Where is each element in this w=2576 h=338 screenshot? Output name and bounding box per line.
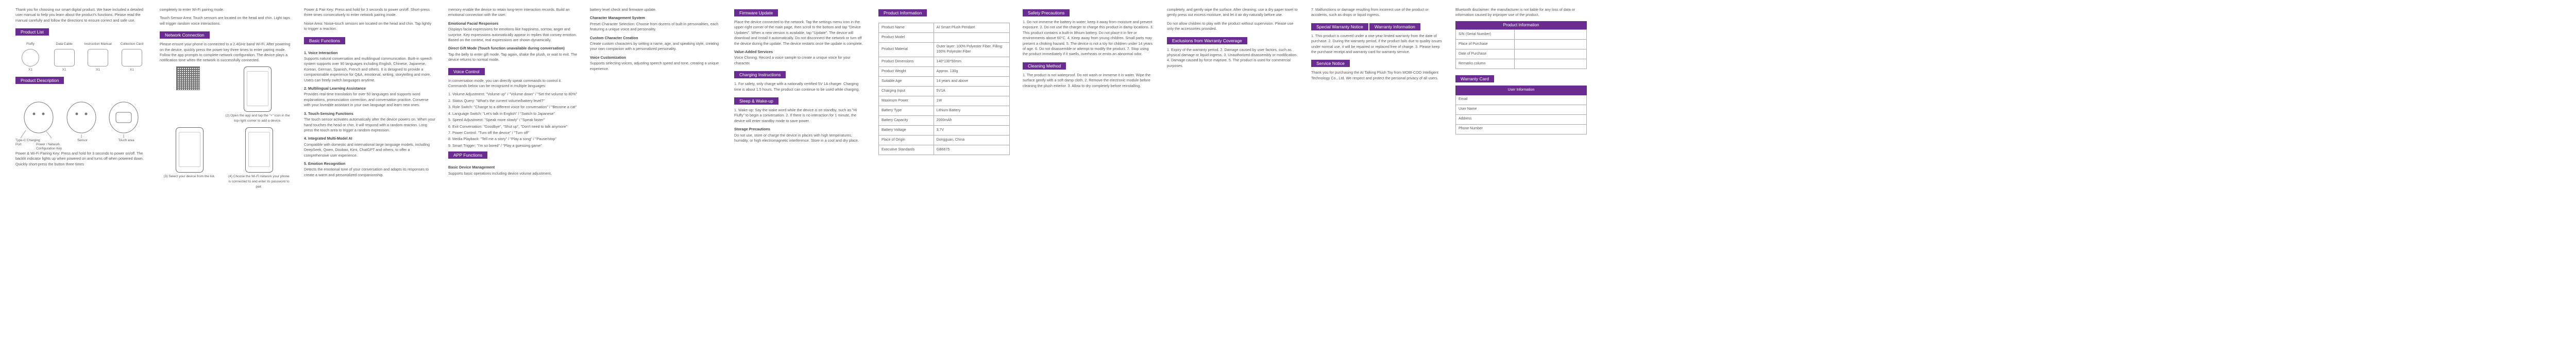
basic-functions-header: Basic Functions <box>304 37 345 44</box>
user-info-table <box>1455 86 1587 134</box>
table-key: Battery Voltage <box>879 125 934 135</box>
body-text: Displays facial expressions for emotions like happiness, sorrow, anger and surprise. Key expressions automatically appear in replies that convey emotion. Based on the context, real expressions are shown dynamically. <box>448 27 577 43</box>
subsection-title: Storage Precautions <box>734 127 770 132</box>
table-row <box>879 115 1010 125</box>
body-text: 1. Expiry of the warranty period. 2. Damage caused by user factors, such as physical damage or liquid ingress. 3. Unauthorized disassembly or modification. 4. Damage caused by force majeure. 5. The product is used for commercial purposes. <box>1167 47 1298 68</box>
subsection-title: Voice Customization <box>590 55 626 60</box>
body-text: Place the device connected to the network. Tap the settings menu icon in the upper-right corner of the main page, then scroll to the bottom and tap "Device Updates". When a new version is available, tap "Update". The device will download and install it automatically. Do not disconnect the network or turn off the device during the update. The device restarts once the update is complete. <box>734 20 863 46</box>
table-row <box>1456 30 1587 40</box>
subsection-title: Character Management System <box>590 15 646 21</box>
step-qr <box>160 66 216 124</box>
table-row <box>1456 105 1587 114</box>
table-value: 14 years and above <box>934 76 1009 86</box>
table-value <box>934 33 1009 43</box>
table-key: Place of Purchase <box>1456 40 1515 49</box>
table-row <box>879 33 1010 43</box>
table-value-field[interactable] <box>1515 49 1587 59</box>
table-value: Outer layer: 100% Polyester Fiber. Filling: 100% Polyester Fiber <box>934 43 1009 57</box>
list-item: 3. Role Switch: "Change to a different voice for conversation" / "Become a cat" <box>448 105 577 110</box>
subsection-title: Basic Device Management <box>448 165 495 170</box>
table-row <box>879 43 1010 57</box>
manual-icon <box>88 49 108 66</box>
body-text: In conversation mode, you can directly speak commands to control it. Commands below can be recognized in multiple languages: <box>448 78 562 89</box>
table-row <box>879 106 1010 115</box>
phone-icon <box>244 66 272 112</box>
table-key: Product Weight <box>879 66 934 76</box>
list-item: Fluffy X1 <box>15 42 45 73</box>
card-icon <box>122 49 142 66</box>
app-functions-header: APP Functions <box>448 151 487 159</box>
subsection-title: Custom Character Creation <box>590 35 638 40</box>
safety-precautions-header: Safety Precautions <box>1023 9 1070 16</box>
table-key: Product Material <box>879 43 934 57</box>
warranty-exclusions-header: Exclusions from Warranty Coverage <box>1167 37 1247 44</box>
list-item: 4. Language Switch: "Let's talk in English" / "Switch to Japanese" <box>448 111 555 116</box>
table-row <box>879 86 1010 96</box>
list-item: 2. Status Query: "What's the current volume/battery level?" <box>448 98 545 103</box>
subsection-title: Emotional Facial Responses <box>448 21 499 26</box>
subsection-title: Direct Gift Mode (Touch function unavailable during conversation) <box>448 46 565 51</box>
table-value: Approx. 130g <box>934 66 1009 76</box>
product-list <box>15 42 147 73</box>
charging-instructions-header: Charging Instructions <box>734 71 786 78</box>
step-2: (2) Open the app and tap the "+" icon in the top-right corner to add a device. <box>224 66 291 124</box>
table-key: Battery Capacity <box>879 115 934 125</box>
table-value: 3.7V <box>934 125 1009 135</box>
table-row <box>879 96 1010 106</box>
column-3 <box>304 7 435 181</box>
table-value: 140*130*50mm <box>934 57 1009 66</box>
table-value: 2000mAh <box>934 115 1009 125</box>
body-text: Tap the belly to enter gift mode. Tap again, shake the plush, or wait to exit. The device returns to normal mode. <box>448 52 578 62</box>
cable-icon <box>54 49 75 66</box>
body-text: Touch Sensor Area: Touch sensors are located on the head and chin. Light taps will trigger random voice interactions. <box>160 15 290 26</box>
function-title: 4. Integrated Multi-Model AI <box>304 136 352 141</box>
body-text: Bluetooth disclaimer: the manufacturer is not liable for any loss of data or information caused by improper use of the product. <box>1455 7 1575 18</box>
table-key: Product Dimensions <box>879 57 934 66</box>
body-text: memory enable the device to retain long-term interaction records. Build an emotional connection with the user. <box>448 7 570 18</box>
table-value-field[interactable] <box>1515 40 1587 49</box>
table-value-field[interactable] <box>1515 30 1587 40</box>
body-text: Provides real-time translation for over 50 languages and supports word explanations, pronunciation correction, and conversation practice. Converse with your loveable assistant in your own language and learn new ones. <box>304 92 429 108</box>
product-list-header: Product List <box>15 28 49 36</box>
list-item: 9. Smart Trigger: "I'm so bored" / "Play a guessing game" <box>448 143 542 148</box>
table-row <box>879 66 1010 76</box>
table-key: Product Model <box>879 33 934 43</box>
body-text: Supports selecting voices, adjusting speech speed and tone, creating a unique experience. <box>590 61 719 71</box>
body-text: 1. Do not immerse the battery in water; keep it away from moisture and prevent exposure. 2. Do not use the charger to charge this product in damp locations. 3. This product contains a built-in lithium battery. Do not place it in fire or environments above 60°C. 4. Keep away from young children. Small parts may present a choking hazard. 5. The device is not a toy for children under 14 years of age. 6. Do not disassemble or attempt to modify the product. 7. Stop using the product immediately if it swells, overheats or emits an abnormal odor. <box>1023 20 1154 57</box>
column-9 <box>1167 7 1298 72</box>
table-key: Address <box>1456 114 1587 124</box>
sleep-wake-header: Sleep & Wake-up <box>734 97 778 105</box>
service-notice-header: Service Notice <box>1311 60 1350 67</box>
table-row <box>1456 114 1587 124</box>
body-text: completely to enter Wi-Fi pairing mode. <box>160 7 225 12</box>
table-row <box>879 125 1010 135</box>
table-key: User Name <box>1456 105 1587 114</box>
table-row <box>879 135 1010 145</box>
app-steps-2 <box>160 127 291 190</box>
sensor-label: Sensor <box>77 139 88 143</box>
body-text: Preset Character Selection: Choose from dozens of built-in personalities, each featuring a unique voice and personality. <box>590 21 719 32</box>
table-value: AI Smart Plush Pendant <box>934 23 1009 33</box>
step-4: (4) Choose the Wi-Fi network your phone is connected to and enter its password to pair. <box>227 127 291 190</box>
body-text: completely, and gently wipe the surface. After cleaning, use a dry paper towel to gently press out excess moisture, and let it air dry naturally before use. <box>1167 7 1298 18</box>
power-key-text: Power & Wi-Fi Pairing Key: Press and hold for 3 seconds to power on/off. The backlit indicator lights up when powered on and turns off when powered down. Quickly short-press the button three times <box>15 151 144 166</box>
list-item: Data Cable X1 <box>49 42 79 73</box>
body-text: Detects the emotional tone of your conversation and adapts its responses to create a warm and personalized companionship. <box>304 167 429 177</box>
column-6 <box>734 7 866 147</box>
table-row <box>1456 59 1587 69</box>
special-warranty-header: Special Warranty Notice <box>1311 23 1368 30</box>
touch-area-label: Touch area <box>118 139 134 143</box>
table-key: Charging Input <box>879 86 934 96</box>
column-4 <box>448 7 580 179</box>
power-key-label: Power / Network Configuration Key <box>36 143 62 151</box>
body-text: 1. The product is not waterproof. Do not wash or immerse it in water. Wipe the surface gently with a soft damp cloth. 2. Remove the electronic module before cleaning the plush exterior. 3. Allow to dry completely before reinstalling. <box>1023 72 1150 88</box>
table-key: Maximum Power <box>879 96 934 106</box>
warranty-information-header: Warranty Information <box>1369 23 1420 30</box>
cleaning-method-header: Cleaning Method <box>1023 62 1066 70</box>
intro-text: Thank you for choosing our smart digital product. We have included a detailed user manual to help you learn about the product's functions. Please read the manual carefully and follow the directions to ensure correct and safe use. <box>15 7 143 23</box>
table-key: S/N (Serial Number) <box>1456 30 1515 40</box>
table-key: Suitable Age <box>879 76 934 86</box>
list-item: 6. Exit Conversation: "Goodbye", "Shut up", "Don't need to talk anymore" <box>448 124 568 129</box>
column-8 <box>1023 7 1154 92</box>
function-title: 5. Emotion Recognition <box>304 161 346 166</box>
function-title: 2. Multilingual Learning Assistance <box>304 86 366 91</box>
body-text: 1. Wake-up: Say the wake word while the device is on standby, such as "Hi Fluffy" to begin a conversation. 2. If there is no interaction for 1 minute, the device will enter standby mode to save power. <box>734 108 857 123</box>
body-text: Create custom characters by setting a name, age, and speaking style, creating your own companion with a personalized personality. <box>590 41 719 52</box>
product-information-header: Product Information <box>878 9 927 16</box>
table-row <box>879 57 1010 66</box>
table-key: Executive Standards <box>879 145 934 155</box>
column-10 <box>1311 7 1443 84</box>
table-row <box>879 23 1010 33</box>
table-key: Battery Type <box>879 106 934 115</box>
firmware-update-header: Firmware Update <box>734 9 778 16</box>
body-text: Supports natural conversation and multilingual communication. Built-in speech system supports over 90 languages including English, Chinese, Japanese, Korean, German, Spanish, French and others. It is designed to provide a companionable experience for Q&A, emotional, writing, storytelling and more. Users can freely switch languages anytime. <box>304 56 432 82</box>
table-value-field[interactable] <box>1515 59 1587 69</box>
phone-icon <box>176 127 204 173</box>
body-text: The touch sensor activates automatically after the device powers on. When your hand touches the head or chin, it will respond with a random reaction. Long press the touch area to trigger a random expression. <box>304 117 435 132</box>
list-item: 1. Volume Adjustment: "Volume up" / "Volume down" / "Set the volume to 80%" <box>448 92 578 97</box>
table-row <box>879 145 1010 155</box>
body-text: Voice Cloning: Record a voice sample to create a unique voice for your character. <box>734 55 851 65</box>
table-key: Remarks column <box>1456 59 1515 69</box>
list-item: 7. Power Control: "Turn off the device" / "Turn off" <box>448 130 530 135</box>
list-item: Collection Card X1 <box>120 42 144 72</box>
qr-code-icon <box>176 66 200 90</box>
plush-toy-icon <box>22 49 39 66</box>
table-value: 5V1A <box>934 86 1009 96</box>
column-7 <box>878 7 1010 155</box>
table-key: Date of Purchase <box>1456 49 1515 59</box>
function-title: 1. Voice Interaction <box>304 50 338 55</box>
table-key: Place of Origin <box>879 135 934 145</box>
table-value: Dongguan, China <box>934 135 1009 145</box>
warranty-card-header: Warranty Card <box>1455 75 1494 82</box>
body-text: Noise Area: Noise-touch sensors are located on the head and chin. Tap lightly to trigger a reaction. <box>304 21 432 31</box>
table-row <box>1456 124 1587 134</box>
serial-info-table <box>1455 29 1587 69</box>
voice-control-header: Voice Control <box>448 68 485 75</box>
table-key: Phone Number <box>1456 124 1587 134</box>
step-3: (3) Select your device from the list. <box>160 127 219 190</box>
function-title: 3. Touch-Sensing Functions <box>304 111 353 116</box>
user-info-header: User Information <box>1456 86 1587 95</box>
table-value: GB6675 <box>934 145 1009 155</box>
product-info-table <box>878 23 1010 155</box>
product-diagram <box>15 89 147 151</box>
table-value: 1W <box>934 96 1009 106</box>
list-item: 5. Speed Adjustment: "Speak more slowly" / "Speak faster" <box>448 117 545 123</box>
body-text: Please ensure your phone is connected to a 2.4GHz band Wi-Fi. After powering on the device, quickly press the power key three times to enter pairing mode. Follow the app prompts to complete network configuration. The device plays a notification tone when the network is successfully connected. <box>160 42 291 63</box>
column-5 <box>590 7 721 75</box>
product-description-header: Product Description <box>15 77 64 84</box>
table-value: Lithium Battery <box>934 106 1009 115</box>
body-text: Supports basic operations including device volume adjustment, <box>448 171 552 176</box>
product-information-title: Product Information <box>1455 21 1587 29</box>
table-key: Product Name <box>879 23 934 33</box>
app-steps <box>160 66 291 124</box>
body-text: 1. This product is covered under a one-year limited warranty from the date of purchase. 2. During the warranty period, if the product fails due to quality issues under normal use, it will be repaired or replaced free of charge. 3. Please keep the purchase receipt and warranty card for warranty service. <box>1311 33 1442 55</box>
column-1 <box>15 7 147 170</box>
list-item: 8. Media Playback: "Tell me a story" / "Play a song" / "Pause/stop" <box>448 137 556 142</box>
type-c-label: Type-C Charging Port <box>15 139 40 147</box>
table-row <box>879 76 1010 86</box>
column-11 <box>1455 7 1587 134</box>
column-2 <box>160 7 291 190</box>
body-text: Power & Pair Key: Press and hold for 3 seconds to power on/off. Short-press three times consecutively to enter network pairing mode. <box>304 7 430 18</box>
body-text: Thank you for purchasing the AI Talking Plush Toy from MOBI-COO Intelligent Technology Co., Ltd. We respect and protect the personal privacy of all users. <box>1311 70 1439 80</box>
list-item: Instruction Manual X1 <box>84 42 112 72</box>
body-text: 7. Malfunctions or damage resulting from incorrect use of the product or accidents, such as drops or liquid ingress. <box>1311 7 1429 18</box>
phone-icon <box>245 127 273 173</box>
body-text: Compatible with domestic and international large language models, including DeepSeek, Qwen, Doubao, Kimi, ChatGPT and others, to offer a comprehensive user experience. <box>304 142 430 158</box>
table-row <box>1456 49 1587 59</box>
network-connection-header: Network Connection <box>160 31 210 39</box>
body-text: battery level check and firmware update. <box>590 7 657 12</box>
table-row <box>1456 95 1587 105</box>
body-text: Do not use, store or charge the device in places with high temperatures, humidity, or high electromagnetic interference. Store in a cool and dry place. <box>734 132 859 143</box>
subsection-title: Value-Added Services <box>734 49 773 55</box>
body-text: Do not allow children to play with the product without supervision. Please use only the accessories provided. <box>1167 21 1294 31</box>
body-text: 1. For safety, only charge with a nationally certified 5V 1A charger. Charging time is about 1.5 hours. The product can continue to be used while charging. <box>734 81 860 92</box>
table-row <box>1456 40 1587 49</box>
table-key: Email <box>1456 95 1587 105</box>
